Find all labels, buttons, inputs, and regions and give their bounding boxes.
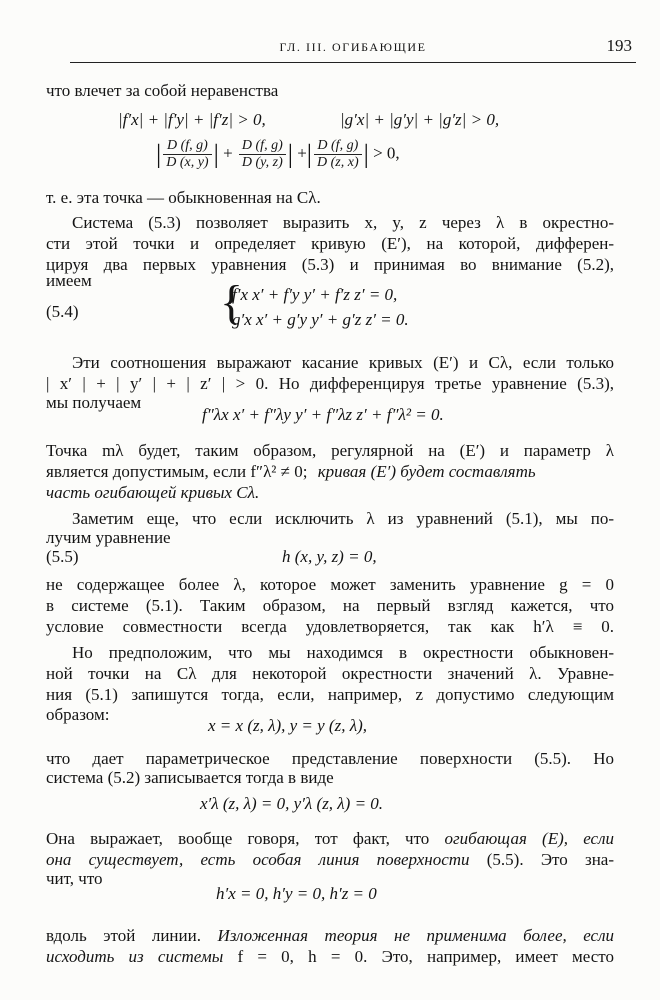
text-line bbox=[46, 482, 614, 503]
text-line: что влечет за собой неравенства bbox=[46, 81, 279, 100]
italic-span: она существует, есть особая линия поверхности bbox=[46, 850, 470, 869]
text-span: (5.5). Это зна- bbox=[486, 850, 614, 869]
text-line: не содержащее более λ, которое может заменить уравнение g = 0 bbox=[46, 575, 614, 594]
text-line bbox=[46, 849, 614, 870]
text-line: в системе (5.1). Таким образом, на первый взгляд кажется, что bbox=[46, 596, 614, 615]
jacobian-den-3: D (z, x) bbox=[317, 155, 359, 170]
equation-gradient-zero: h′x = 0, h′y = 0, h′z = 0 bbox=[216, 884, 377, 903]
text-line: имеем bbox=[46, 271, 92, 290]
text-line: образом: bbox=[46, 705, 110, 724]
equation-system-5-4 bbox=[220, 276, 409, 330]
text-line: мы получаем bbox=[46, 393, 142, 412]
jacobian-inequality: | $\frac{D (f, g)}{D (x, y)}$ | + $\frac{D (f, g)}{D (y, z)}$ | +| $\frac{D (f, g)}{D (z, x)}$ | > 0, bbox=[156, 138, 400, 170]
jacobian-den-2: D (y, z) bbox=[241, 155, 283, 170]
equation-system-5-2: x′λ (z, λ) = 0, y′λ (z, λ) = 0. bbox=[200, 794, 384, 813]
system-line-1: f′x x′ + f′y y′ + f′z z′ = 0, bbox=[232, 285, 398, 304]
text-line: т. е. эта точка — обыкновенная на Cλ. bbox=[46, 188, 321, 207]
equation-number-5-5: (5.5) bbox=[46, 547, 79, 566]
text-line: Эти соотношения выражают касание кривых (E′) и Cλ, если только bbox=[72, 353, 614, 372]
page-number: 193 bbox=[606, 36, 632, 55]
jacobian-den-1: D (x, y) bbox=[166, 155, 209, 170]
running-header bbox=[70, 34, 636, 63]
text-span: f = 0, h = 0. Это, например, имеет место bbox=[237, 947, 614, 966]
text-line: что дает параметрическое представление поверхности (5.5). Но bbox=[46, 749, 614, 768]
italic-span: часть огибающей кривых Cλ. bbox=[46, 483, 260, 502]
text-line: условие совместности всегда удовлетворяется, так как h′λ ≡ 0. bbox=[46, 617, 614, 636]
italic-span: кривая (E′) будет составлять bbox=[317, 462, 536, 481]
text-line: ния (5.1) запишутся тогда, если, например, z допустимо следующим bbox=[46, 685, 614, 704]
text-line: Но предположим, что мы находимся в окрестности обыкновен- bbox=[72, 643, 614, 662]
equation-5-5: h (x, y, z) = 0, bbox=[282, 547, 377, 566]
text-line: чит, что bbox=[46, 869, 103, 888]
equation-differentiated: f″λx x′ + f″λy y′ + f″λz z′ + f″λ² = 0. bbox=[202, 405, 444, 424]
text-line bbox=[46, 925, 614, 946]
italic-span: исходить из системы bbox=[46, 947, 224, 966]
text-line: Точка mλ будет, таким образом, регулярной на (E′) и параметр λ bbox=[46, 441, 614, 460]
jacobian-num-3: D (f, g) bbox=[314, 138, 362, 155]
text-span: Она выражает, вообще говоря, тот факт, что bbox=[46, 829, 430, 848]
text-line: лучим уравнение bbox=[46, 528, 171, 547]
text-span: вдоль этой линии. bbox=[46, 926, 201, 945]
text-line: Система (5.3) позволяет выразить x, y, z через λ в окрестно- bbox=[72, 213, 614, 232]
text-line bbox=[46, 461, 614, 482]
running-title: ГЛ. III. ОГИБАЮЩИЕ bbox=[279, 40, 427, 54]
text-line: цируя два первых уравнения (5.3) и принимая во внимание (5.2), bbox=[46, 255, 614, 274]
text-span: является допустимым, если f″λ² ≠ 0; bbox=[46, 462, 308, 481]
inequality-g: |g′x| + |g′y| + |g′z| > 0, bbox=[340, 110, 500, 129]
italic-span: Изложенная теория не применима более, если bbox=[217, 926, 615, 945]
text-line bbox=[46, 828, 614, 849]
jacobian-num-1: D (f, g) bbox=[163, 138, 211, 155]
system-line-2: g′x x′ + g′y y′ + g′z z′ = 0. bbox=[232, 310, 409, 329]
text-line: система (5.2) записывается тогда в виде bbox=[46, 768, 334, 787]
equation-parametric: x = x (z, λ), y = y (z, λ), bbox=[208, 716, 367, 735]
inequality-f: |f′x| + |f′y| + |f′z| > 0, bbox=[118, 110, 266, 129]
equation-number-5-4: (5.4) bbox=[46, 302, 79, 321]
left-brace: { bbox=[220, 276, 244, 329]
text-line: Заметим еще, что если исключить λ из уравнений (5.1), мы по- bbox=[72, 509, 614, 528]
text-line: | x′ | + | y′ | + | z′ | > 0. Но дифференцируя третье уравнение (5.3), bbox=[46, 374, 614, 393]
text-line: ной точки на Cλ для некоторой окрестности значений λ. Уравне- bbox=[46, 664, 614, 683]
text-line bbox=[46, 946, 614, 967]
jacobian-num-2: D (f, g) bbox=[239, 138, 286, 155]
italic-span: огибающая (E), если bbox=[444, 829, 614, 848]
text-line: сти этой точки и определяет кривую (E′), на которой, дифферен- bbox=[46, 234, 614, 253]
jacobian-tail: > 0, bbox=[373, 143, 400, 163]
